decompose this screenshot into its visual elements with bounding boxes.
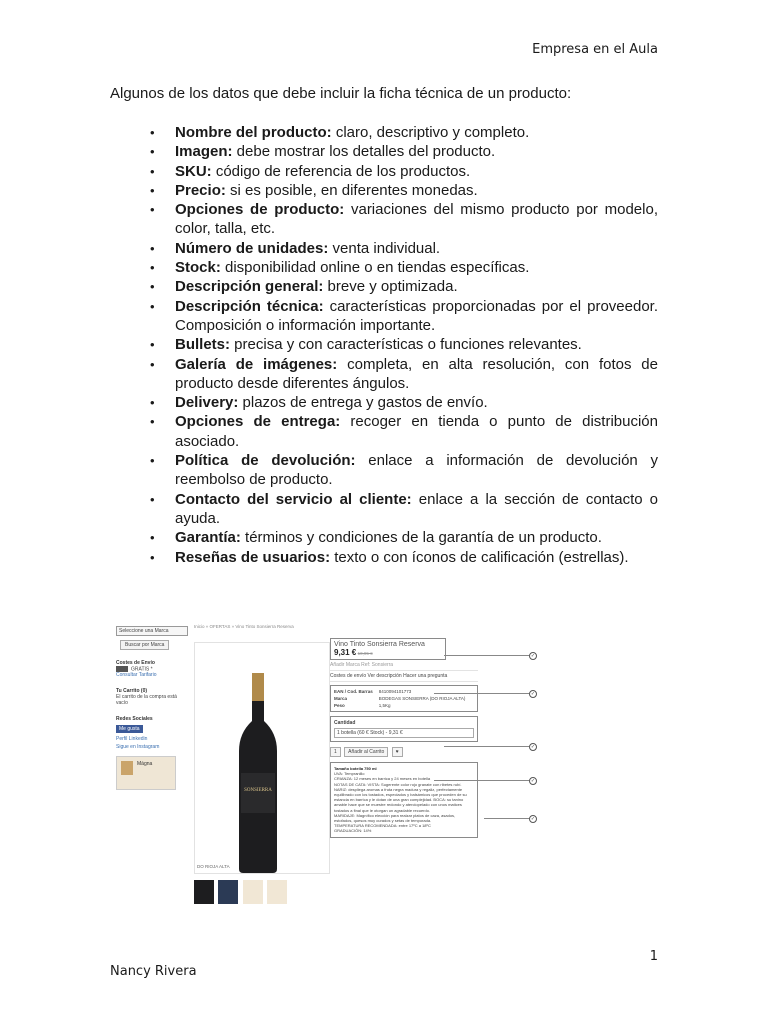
shipping-link[interactable]: Consultar Tarifario [116, 672, 157, 679]
wine-bottle-icon [235, 673, 281, 873]
brand-select[interactable]: Seleccione una Marca [116, 626, 188, 636]
product-main [194, 624, 542, 908]
check-circle-icon: ✓ [530, 653, 536, 659]
instagram-link[interactable]: Sigue en Instagram [116, 744, 160, 751]
list-item [150, 258, 658, 277]
product-image[interactable] [194, 642, 330, 874]
check-circle-icon: ✓ [530, 691, 536, 697]
check-circle-icon: ✓ [530, 778, 536, 784]
desc-line: Tamaño botella 750 ml [334, 766, 377, 771]
old-price: 10,95 € [357, 651, 373, 656]
product-price: 9,31 € [334, 648, 357, 657]
gift-box-icon [121, 761, 133, 775]
callout-line [484, 818, 529, 819]
item-desc: completa, en alta resolución, con fotos de producto desde diferentes ángulos. [175, 355, 658, 392]
item-term: Precio: [175, 181, 226, 199]
spec-table [334, 688, 471, 709]
item-term: Número de unidades: [175, 239, 329, 257]
page-header: Empresa en el Aula [532, 42, 658, 57]
list-item [150, 528, 658, 547]
item-desc: plazos de entrega y gastos de envío. [238, 394, 488, 412]
item-term: Opciones de producto: [175, 201, 345, 219]
list-item [150, 393, 658, 412]
desc-line: UVA: Tempranillo [334, 771, 365, 777]
item-term: Imagen: [175, 143, 233, 161]
list-item [150, 355, 658, 394]
cart-text: El carrito de la compra está vacío [116, 694, 177, 707]
item-term: Galería de imágenes: [175, 355, 338, 373]
item-desc: recoger en tienda o punto de distribución asociado. [175, 413, 658, 450]
item-term: Bullets: [175, 336, 231, 354]
callout-line [434, 780, 529, 781]
cart-row [330, 747, 478, 757]
add-to-cart-button[interactable]: Añadir al Carrito [344, 747, 388, 757]
search-brand-button[interactable]: Buscar por Marca [120, 640, 169, 650]
list-item [150, 548, 658, 567]
list-item [150, 162, 658, 181]
callout-line [444, 655, 529, 656]
desc-line: CRIANZA: 12 meses en barrica y 24 meses en botella [334, 776, 431, 782]
check-circle-icon: ✓ [530, 744, 536, 750]
item-desc: breve y optimizada. [323, 278, 458, 296]
cart-title: Tu Carrito (0) [116, 688, 148, 695]
promo-text: Mágna [137, 761, 153, 768]
desc-line: MARIDAJE: Magnífico elección para realzar platos de caza, asados, estofados, quesos muy curados y setas de temporada. [334, 812, 456, 824]
breadcrumb: Inicio » OFERTAS » Vino Tinto Sonsierra Reserva [194, 624, 294, 629]
desc-line: NOTAS DE CATA: VISTA: Sugerente color rojo granate con ribetes rubí. NARIZ: despliega aromas a fruta negra madura y regaliz, perfectamente equilibrado con los tostados, especiados y balsámicos que proceden de su estancia en barrica y le dotan de una gran complejidad. BOCA: su tanino amable hace que se muestre redondo y aterciopelado con unos matices tostados a final que le otorgan un agradable recuerdo. [334, 781, 467, 813]
description-box [330, 762, 478, 838]
shop-sidebar [116, 626, 188, 790]
social-title: Redes Sociales [116, 716, 153, 723]
table-row: Peso 1,5Kg [334, 703, 391, 708]
item-desc: enlace a la sección de contacto o ayuda. [175, 490, 658, 527]
table-row: EAN / Cod. Barras 8410094101773 [334, 689, 412, 694]
item-term: Política de devolución: [175, 452, 356, 470]
bottle-label: SONSIERRA [244, 788, 272, 793]
list-item [150, 412, 658, 451]
promo-banner[interactable] [116, 756, 176, 790]
item-term: Reseñas de usuarios: [175, 548, 331, 566]
desc-line: TEMPERATURA RECOMENDADA: entre 17ºC a 18ºC [334, 823, 431, 829]
list-item [150, 297, 658, 336]
item-term: Nombre del producto: [175, 124, 332, 141]
product-title-box [330, 638, 446, 660]
callout-line [444, 746, 529, 747]
shipping-title: Costes de Envío [116, 660, 155, 666]
list-item [150, 200, 658, 239]
item-desc: código de referencia de los productos. [211, 162, 471, 180]
item-desc: términos y condiciones de la garantía de un producto. [240, 529, 602, 547]
item-desc: variaciones del mismo producto por modelo, color, talla, etc. [175, 201, 658, 238]
stock-row: Añadir Marca Ref: Sonsierra [330, 660, 478, 671]
truck-icon [116, 666, 128, 672]
options-box [330, 716, 478, 742]
table-row: Marca BODEGAS SONSIERRA (DO RIOJA ALTA) [334, 696, 466, 701]
product-links[interactable]: Costes de envío Ver descripción Hacer una pregunta [330, 671, 478, 682]
gallery-thumb[interactable] [243, 880, 263, 904]
desc-line: GRADUACIÓN: 14% [334, 828, 372, 834]
page-footer: Nancy Rivera [110, 964, 197, 979]
list-item [150, 490, 658, 529]
item-desc: si es posible, en diferentes monedas. [225, 181, 478, 199]
gallery-thumb[interactable] [194, 880, 214, 904]
check-circle-icon: ✓ [530, 816, 536, 822]
list-item [150, 181, 658, 200]
origin-caption: DO RIOJA ALTA [197, 864, 230, 869]
heart-icon[interactable]: ♥ [392, 747, 403, 757]
item-desc: texto o con íconos de calificación (estrellas). [330, 548, 629, 566]
item-desc: características proporcionadas por el proveedor. Composición o información importante. [175, 297, 658, 334]
spec-list [150, 123, 658, 567]
intro-paragraph: Algunos de los datos que debe incluir la ficha técnica de un producto: [110, 85, 572, 102]
product-info [330, 638, 478, 838]
quantity-select[interactable]: 1 botella (60 € Stock) - 9,31 € [334, 728, 474, 738]
item-desc: enlace a información de devolución y reembolso de producto. [175, 452, 658, 489]
item-desc: precisa y con características o funciones relevantes. [230, 336, 582, 354]
item-term: Descripción técnica: [175, 297, 324, 315]
item-desc: venta individual. [328, 239, 441, 257]
item-term: Contacto del servicio al cliente: [175, 490, 412, 508]
item-term: Garantía: [175, 529, 241, 547]
spec-table-box [330, 685, 478, 712]
list-item [150, 142, 658, 161]
callout-line [434, 693, 529, 694]
quantity-stepper[interactable]: 1 [330, 747, 341, 757]
product-title: Vino Tinto Sonsierra Reserva [334, 641, 425, 648]
item-desc: debe mostrar los detalles del producto. [232, 143, 496, 161]
facebook-like-button[interactable]: Me gusta [116, 725, 143, 733]
item-desc: disponibilidad online o en tiendas específicas. [220, 259, 530, 277]
list-item [150, 335, 658, 354]
image-gallery [194, 880, 290, 904]
item-term: SKU: [175, 162, 212, 180]
gallery-thumb[interactable] [267, 880, 287, 904]
item-term: Descripción general: [175, 278, 324, 296]
linkedin-link[interactable]: Perfil Linkedin [116, 736, 148, 743]
item-term: Opciones de entrega: [175, 413, 341, 431]
item-desc: claro, descriptivo y completo. [331, 124, 530, 141]
item-term: Delivery: [175, 394, 239, 412]
gallery-thumb[interactable] [218, 880, 238, 904]
list-item [150, 239, 658, 258]
product-page-screenshot [112, 620, 542, 910]
list-item [150, 451, 658, 490]
item-term: Stock: [175, 259, 221, 277]
list-item [150, 123, 658, 142]
page-number: 1 [649, 949, 658, 964]
shipping-info: GRATIS * [116, 666, 188, 672]
list-item [150, 277, 658, 296]
qty-label: Cantidad [334, 720, 356, 726]
